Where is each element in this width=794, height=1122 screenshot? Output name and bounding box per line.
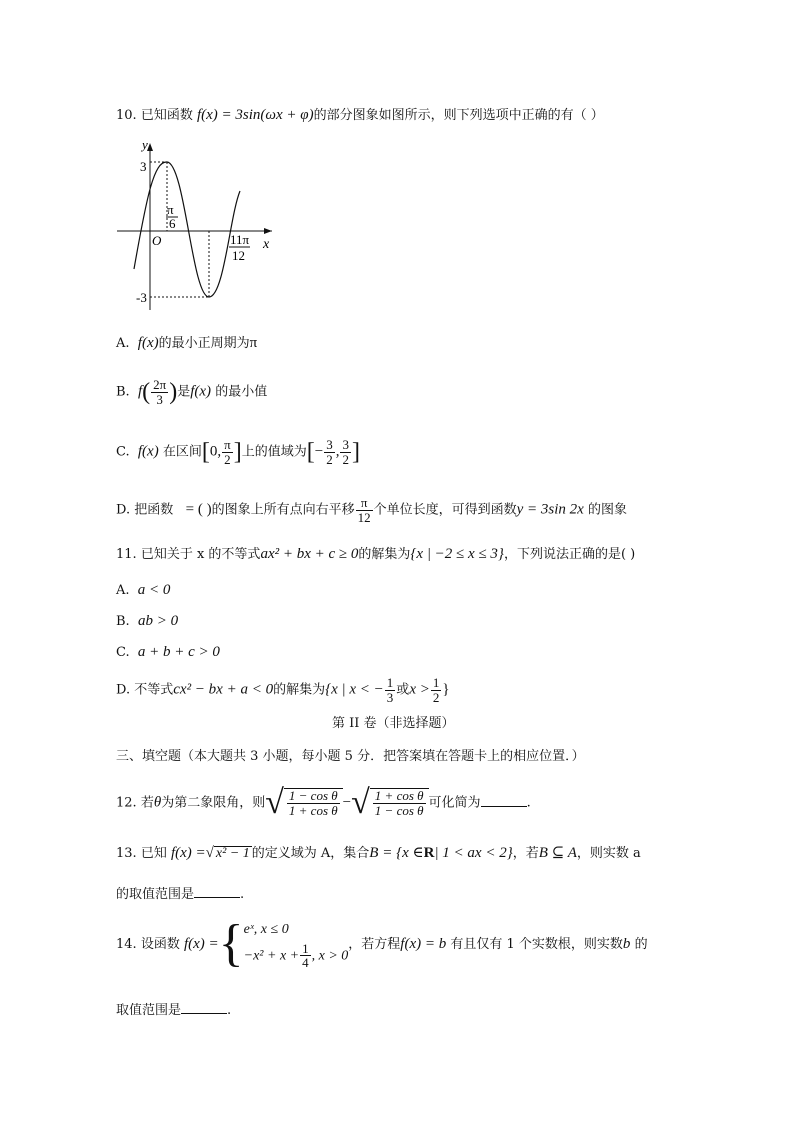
q11-stem: 11. 已知关于 x 的不等式ax² + bx + c ≥ 0的解集为{x | −2 ≤ x ≤ 3}，下列说法正确的是( ) bbox=[116, 546, 636, 562]
y-axis-label: y bbox=[142, 137, 148, 152]
pi-num: π bbox=[167, 202, 174, 217]
q12-answer-blank[interactable] bbox=[481, 794, 527, 807]
y-min-label: -3 bbox=[136, 290, 147, 305]
q11-option-d: D. 不等式cx² − bx + a < 0的解集为{x | x < − $\frac{1}{3}$ 或x > $\frac{1}{2}$ } bbox=[116, 675, 450, 705]
q11-option-b: B. ab > 0 bbox=[116, 613, 179, 629]
q10-option-c: C. f(x) 在区间[0, $\frac{\pi}{2}$ ]上的值域为[− $\frac{3}{2}$ , $\frac{3}{2}$ ] bbox=[116, 437, 360, 467]
q14-line2: 取值范围是 . bbox=[116, 1003, 232, 1018]
origin-label: O bbox=[152, 233, 162, 248]
q10-stem: 10. 已知函数 f(x) = 3sin(ωx + φ)的部分图象如图所示，则下列选项中正确的有（ ） bbox=[116, 107, 604, 123]
x-end-den: 12 bbox=[232, 248, 245, 263]
q14: 14. 设函数 f(x) ={eˣ, x ≤ 0 −x² + x + $\frac{1}{4}$ , x > 0，若方程f(x) = b 有且仅有 1 个实数根，则实数b 的 bbox=[116, 915, 648, 973]
q14-answer-blank[interactable] bbox=[181, 1001, 227, 1014]
part-three-title: 三、填空题（本大题共 3 小题，每小题 5 分．把答案填在答题卡上的相应位置．） bbox=[116, 749, 585, 764]
y-max-label: 3 bbox=[140, 159, 147, 174]
q13: 13. 已知 f(x) =√ x² − 1 的定义域为 A，集合B = {x ∈R| 1 < ax < 2}，若B ⊆ A，则实数 a bbox=[116, 845, 641, 861]
x-end-num: 11π bbox=[230, 232, 250, 247]
q10-formula: f(x) = 3sin(ωx + φ) bbox=[196, 107, 314, 123]
pi-den: 6 bbox=[169, 216, 176, 231]
x-axis-label: x bbox=[263, 237, 270, 252]
section-ii-title: 第 II 卷（非选择题） bbox=[332, 716, 455, 731]
q11-option-a: A. a < 0 bbox=[116, 582, 171, 598]
q11-option-c: C. a + b + c > 0 bbox=[116, 644, 220, 660]
q12: 12. 若θ为第二象限角，则√ $\frac{\text{1 − cos θ}}{\text{1 + cos θ}}$ −√ $\frac{\text{1 + cos θ}}{\text{1 − cos θ}}$ 可化简为 . bbox=[116, 784, 531, 821]
q10-graph bbox=[112, 135, 292, 315]
q10-option-d: D. 把函数 = ( )的图象上所有点向右平移 $\frac{\pi}{12}$ 个单位长度，可得到函数y = 3sin 2x 的图象 bbox=[116, 495, 627, 525]
q13-line2: 的取值范围是 . bbox=[116, 887, 245, 902]
q13-answer-blank[interactable] bbox=[194, 885, 240, 898]
q10-option-a: A. f(x)的最小正周期为π bbox=[116, 335, 258, 351]
q10-option-b: B. f( $\frac{2\pi}{3}$ )是f(x) 的最小值 bbox=[116, 377, 268, 407]
